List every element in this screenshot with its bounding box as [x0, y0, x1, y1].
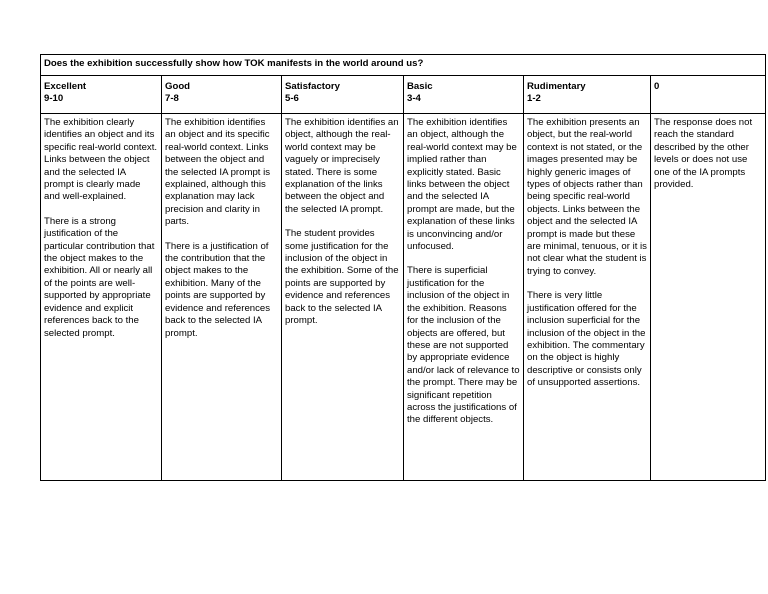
- descriptor-paragraph: The exhibition identifies an object, although the real-world context may be implied rather than explicitly stated. Basic links between the object and the selected IA prompt are made, but the explanation of these links is unconvincing and/or unfocused.: [407, 117, 517, 253]
- level-descriptor-satisfactory: [282, 114, 404, 481]
- descriptor-paragraph: The student provides some justification for the inclusion of the object in the exhibition. Some of the points are supported by evidence and references back to the selected IA prompt.: [285, 228, 399, 327]
- level-descriptor-good: [162, 114, 282, 481]
- level-descriptor-excellent: [41, 114, 162, 481]
- level-name: Basic: [407, 81, 433, 92]
- level-name: Excellent: [44, 81, 87, 92]
- level-score: 7-8: [165, 93, 179, 105]
- level-header-excellent: [41, 76, 162, 114]
- level-header-satisfactory: [282, 76, 404, 114]
- rubric-question: Does the exhibition successfully show how TOK manifests in the world around us?: [41, 55, 766, 76]
- level-header-0: [651, 76, 766, 114]
- descriptor-paragraph: There is superficial justification for the inclusion of the object in the exhibition. Reasons for the inclusion of the objects are offered, but these are not supported by appropriate evidence and/or lack of relevance to the prompt. There may be significant repetition across the justifications of the different objects.: [407, 265, 520, 426]
- level-name: Rudimentary: [527, 81, 586, 92]
- level-header-row: [41, 76, 766, 114]
- descriptor-paragraph: The exhibition identifies an object and its specific real-world context. Links between the object and the selected IA prompt is explained, although this explanation may lack precision and clarity in parts.: [165, 117, 271, 228]
- descriptor-paragraph: There is a strong justification of the particular contribution that the object makes to the exhibition. All or nearly all of the points are well-supported by appropriate evidence and explicit references back to the selected prompt.: [44, 215, 155, 339]
- descriptor-paragraph: The exhibition presents an object, but the real-world context is not stated, or the images presented may be highly generic images of types of objects rather than being specific real-world objects. Links between the object and the selected IA prompt is made but these are minimal, tenuous, or it is not clear what the student is trying to convey.: [527, 117, 647, 277]
- level-score: 9-10: [44, 93, 64, 105]
- level-name: Satisfactory: [285, 81, 340, 92]
- level-score: 3-4: [407, 93, 421, 105]
- descriptor-paragraph: There is a justification of the contribution that the object makes to the exhibition. Many of the points are supported by evidence and references back to the selected IA prompt.: [165, 240, 271, 339]
- descriptor-paragraph: The exhibition identifies an object, although the real-world context may be vaguely or imprecisely stated. There is some explanation of the links between the object and the selected IA prompt.: [285, 117, 399, 215]
- level-header-basic: [404, 76, 524, 114]
- descriptor-paragraph: The response does not reach the standard described by the other levels or does not use one of the IA prompts provided.: [654, 117, 753, 191]
- question-row: [41, 55, 766, 76]
- level-descriptor-rudimentary: [524, 114, 651, 481]
- descriptor-paragraph: The exhibition clearly identifies an object and its specific real-world context. Links between the object and the selected IA prompt is clearly made and well-explained.: [44, 117, 158, 203]
- level-descriptor-0: [651, 114, 766, 481]
- level-header-rudimentary: [524, 76, 651, 114]
- level-score: 1-2: [527, 93, 541, 105]
- level-name: 0: [654, 81, 660, 92]
- level-header-good: [162, 76, 282, 114]
- level-descriptor-basic: [404, 114, 524, 481]
- level-score: 5-6: [285, 93, 299, 105]
- assessment-rubric-table: [40, 54, 766, 481]
- level-name: Good: [165, 81, 191, 92]
- descriptor-paragraph: There is very little justification offered for the inclusion superficial for the inclusion of the object in the exhibition. The commentary on the object is highly descriptive or consists only of unsupported assertions.: [527, 290, 646, 389]
- descriptor-row: [41, 114, 766, 481]
